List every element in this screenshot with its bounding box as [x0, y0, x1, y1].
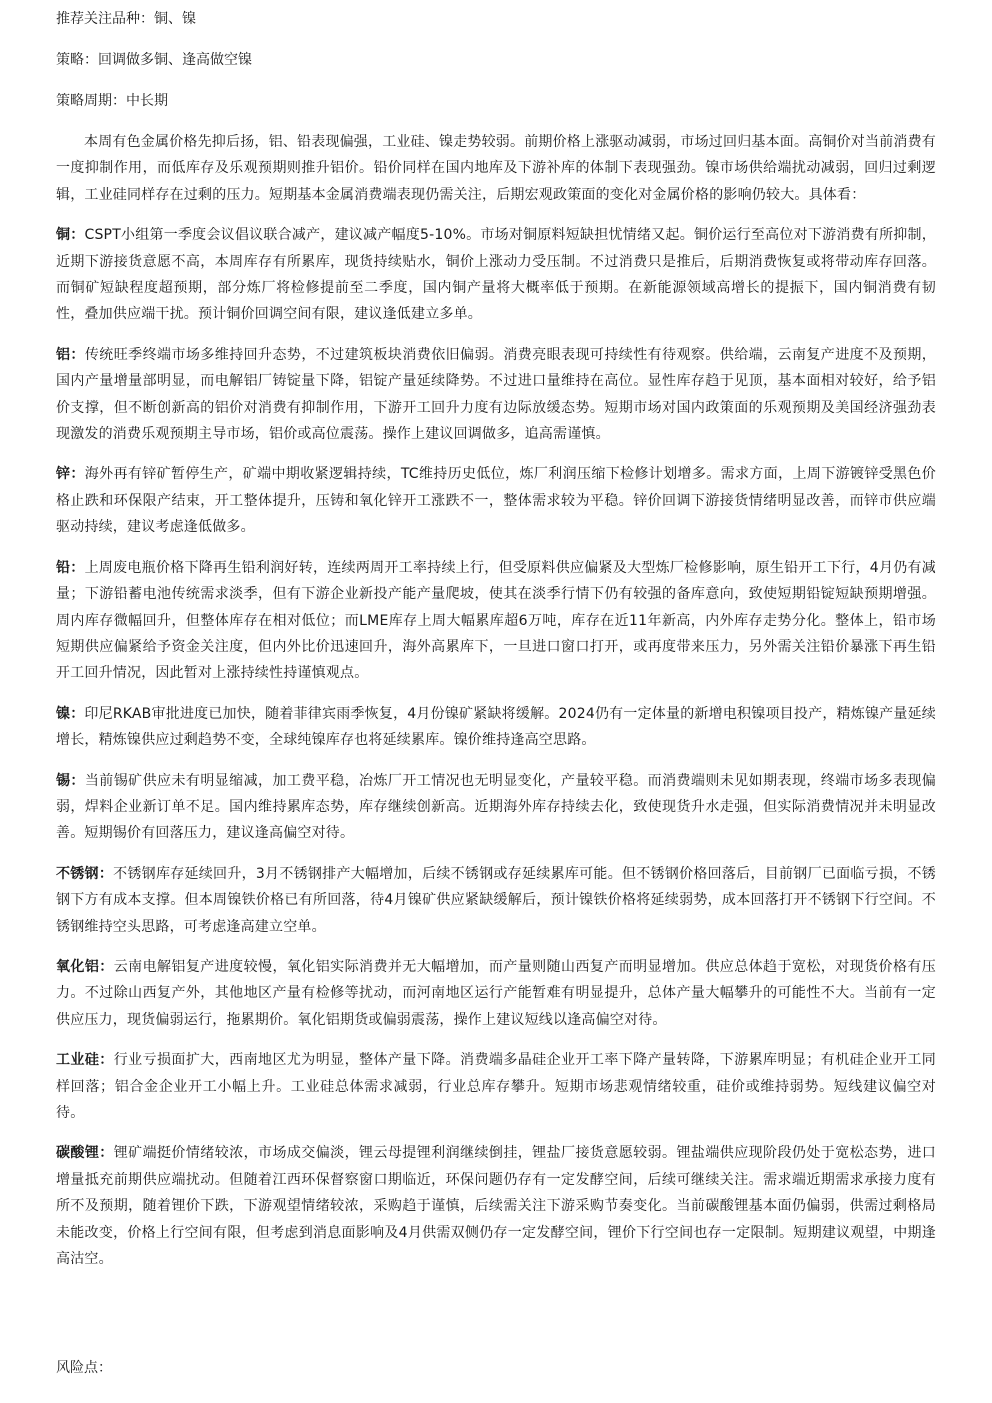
section-text: 上周废电瓶价格下降再生铅利润好转，连续两周开工率持续上行，但受原料供应偏紧及大型炼厂检修影响，原生铅开工下行，4月仍有减量；下游铅蓄电池传统需求淡季，但有下游企业新投产能产量爬坡，使其在淡季行情下仍有较强的备库意向，致使短期铅锭短缺预期增强。周内库存微幅回升，但整体库存在相对低位；而LME库存上周大幅累库超6万吨，库存在近11年新高，内外库存走势分化。整体上，铅市场短期供应偏紧给予资金关注度，但内外比价迅速回升，海外高累库下，一旦进口窗口打开，或再度带来压力，另外需关注铅价暴涨下再生铅开工回升情况，因此暂对上涨持续性持谨慎观点。	[56, 559, 936, 682]
strategy-line: 策略：回调做多铜、逢高做空镍	[56, 52, 252, 68]
section-label: 铅：	[56, 559, 85, 576]
section-label: 工业硅：	[56, 1052, 114, 1069]
section-text: 海外再有锌矿暂停生产，矿端中期收紧逻辑持续，TC维持历史低位，炼厂利润压缩下检修计划增多。需求方面，上周下游镀锌受黑色价格止跌和环保限产结束，开工整体提升，压铸和氧化锌开工涨跌不一，整体需求较为平稳。锌价回调下游接货情绪明显改善，而锌市供应端驱动持续，建议考虑逢低做多。	[56, 466, 936, 536]
section-copper	[56, 222, 936, 328]
report-body	[56, 6, 936, 1286]
section-text: 当前锡矿供应未有明显缩减，加工费平稳，冶炼厂开工情况也无明显变化，产量较平稳。而消费端则未见如期表现，终端市场多表现偏弱，焊料企业新订单不足。国内维持累库态势，库存继续创新高。近期海外库存持续去化，致使现货升水走强，但实际消费情况并未明显改善。短期锡价有回落压力，建议逢高偏空对待。	[56, 772, 937, 842]
section-text: 传统旺季终端市场多维持回升态势，不过建筑板块消费依旧偏弱。消费亮眼表现可持续性有待观察。供给端，云南复产进度不及预期，国内产量增量部明显，而电解铝厂铸锭量下降，铝锭产量延续降势。不过进口量维持在高位。显性库存趋于见顶，基本面相对较好，给予铝价支撑，但不断创新高的铝价对消费有抑制作用，下游开工回升力度有边际放缓态势。短期市场对国内政策面的乐观预期及美国经济强劲表现激发的消费乐观预期主导市场，铝价或高位震荡。操作上建议回调做多，追高需谨慎。	[56, 346, 937, 443]
section-text: 锂矿端挺价情绪较浓，市场成交偏淡，锂云母提锂利润继续倒挂，锂盐厂接货意愿较弱。锂盐端供应现阶段仍处于宽松态势，进口增量抵充前期供应端扰动。但随着江西环保督察窗口期临近，环保问题仍存有一定发酵空间，后续可继续关注。需求端近期需求承接力度有所不及预期，随着锂价下跌，下游观望情绪较浓，采购趋于谨慎，后续需关注下游采购节奏变化。当前碳酸锂基本面仍偏弱，供需过剩格局未能改变，价格上行空间有限，但考虑到消息面影响及4月供需双侧仍存一定发酵空间，锂价下行空间也存一定限制。短期建议观望，中期逢高沽空。	[56, 1145, 936, 1268]
section-text: CSPT小组第一季度会议倡议联合减产，建议减产幅度5-10%。市场对铜原料短缺担忧情绪又起。铜价运行至高位对下游消费有所抑制，近期下游接货意愿不高，本周库存有所累库，现货持续贴水，铜价上涨动力受压制。不过消费只是推后，后期消费恢复或将带动库存回落。而铜矿短缺程度超预期，部分炼厂将检修提前至二季度，国内铜产量将大概率低于预期。在新能源领域高增长的提振下，国内铜消费有韧性，叠加供应端干扰。预计铜价回调空间有限，建议逢低建立多单。	[56, 227, 936, 323]
section-nickel	[56, 701, 936, 754]
section-lead	[56, 555, 936, 687]
risk-heading: 风险点：	[56, 1360, 112, 1376]
section-label: 铝：	[56, 346, 85, 363]
section-stainless-steel	[56, 861, 936, 940]
section-label: 铜：	[56, 227, 85, 244]
section-industrial-silicon	[56, 1047, 936, 1126]
recommended-varieties: 推荐关注品种：铜、镍	[56, 11, 196, 27]
section-label: 锌：	[56, 466, 85, 483]
section-text: 不锈钢库存延续回升，3月不锈钢排产大幅增加，后续不锈钢或存延续累库可能。但不锈钢价格回落后，目前钢厂已面临亏损，不锈钢下方有成本支撑。但本周镍铁价格已有所回落，待4月镍矿供应紧缺缓解后，预计镍铁价格将延续弱势，成本回落打开不锈钢下行空间。不锈钢维持空头思路，可考虑逢高建立空单。	[56, 865, 936, 935]
section-label: 锡：	[56, 772, 85, 789]
section-label: 碳酸锂：	[56, 1145, 114, 1162]
section-text: 云南电解铝复产进度较慢，氧化铝实际消费并无大幅增加，而产量则随山西复产而明显增加。供应总体趋于宽松，对现货价格有压力。不过除山西复产外，其他地区产量有检修等扰动，而河南地区运行产能暂难有明显提升，总体产量大幅攀升的可能性不大。当前有一定供应压力，现货偏弱运行，拖累期价。氧化铝期货或偏弱震荡，操作上建议短线以逢高偏空对待。	[56, 958, 936, 1028]
section-label: 不锈钢：	[56, 865, 114, 882]
section-text: 印尼RKAB审批进度已加快，随着菲律宾雨季恢复，4月份镍矿紧缺将缓解。2024仍有一定体量的新增电积镍项目投产，精炼镍产量延续增长，精炼镍供应过剩趋势不变，全球纯镍库存也将延续累库。镍价维持逢高空思路。	[56, 705, 936, 749]
strategy-period: 策略周期：中长期	[56, 93, 168, 109]
section-alumina	[56, 954, 936, 1033]
section-text: 行业亏损面扩大，西南地区尤为明显，整体产量下降。消费端多晶硅企业开工率下降产量转降，下游累库明显；有机硅企业开工同样回落；铝合金企业开工小幅上升。工业硅总体需求减弱，行业总库存攀升。短期市场悲观情绪较重，硅价或维持弱势。短线建议偏空对待。	[56, 1052, 936, 1121]
section-zinc	[56, 461, 936, 540]
section-label: 氧化铝：	[56, 958, 114, 975]
intro-paragraph: 本周有色金属价格先抑后扬，铝、铅表现偏强，工业硅、镍走势较弱。前期价格上涨驱动减弱，市场过回归基本面。高铜价对当前消费有一度抑制作用，而低库存及乐观预期则推升铝价。铅价同样在国内地库及下游补库的体制下表现强劲。镍市场供给端扰动减弱，回归过剩逻辑，工业硅同样存在过剩的压力。短期基本金属消费端表现仍需关注，后期宏观政策面的变化对金属价格的影响仍较大。具体看：	[56, 134, 936, 203]
section-aluminum	[56, 342, 936, 448]
section-lithium-carbonate	[56, 1140, 936, 1272]
section-label: 镍：	[56, 705, 85, 722]
section-tin	[56, 768, 936, 847]
